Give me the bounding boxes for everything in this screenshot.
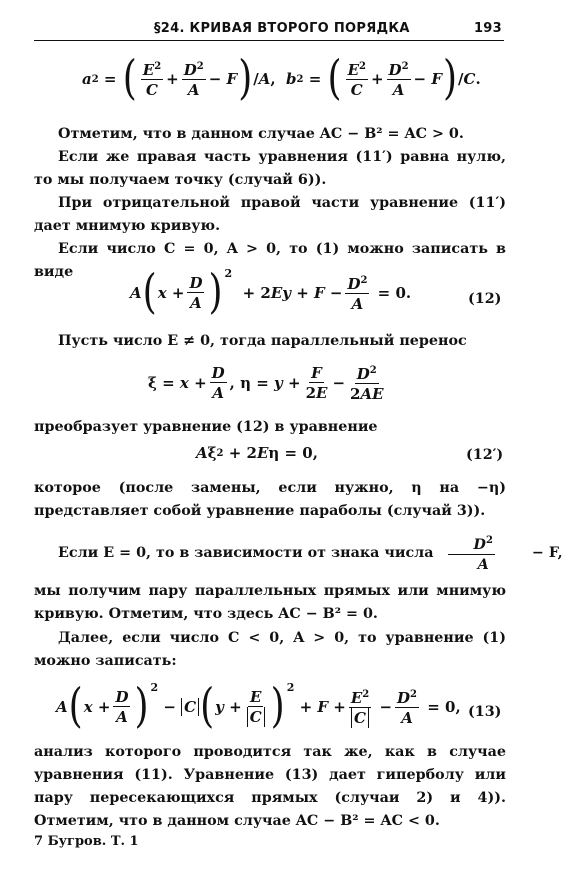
equation-number: (12) [468, 291, 502, 307]
equation-12: A ( x + $\frac{D}{A}$ ) 2 + 2 Ey + F − $\frac{D^2}{A}$ = 0. [130, 265, 412, 319]
paragraph: При отрицательной правой части уравнение (11′) дает мнимую кривую. [34, 195, 506, 234]
paragraph: анализ которого проводится так же, как в случае уравнения (11). Уравнение (13) дает гиперболу или пару пересекающихся прямых (случаи 2) и 4)). Отметим, что в данном случае AC − B² = AC < 0. [34, 744, 506, 829]
chapter-title: §24. КРИВАЯ ВТОРОГО ПОРЯДКА [154, 21, 410, 36]
equation-number: (12′) [466, 447, 504, 463]
paragraph: которое (после замены, если нужно, η на −η) представляет собой уравнение параболы (случай 3)). [34, 480, 506, 519]
paragraph: преобразует уравнение (12) в уравнение [34, 419, 378, 435]
paragraph: Отметим, что в данном случае AC − B² = AC > 0. [58, 126, 464, 142]
paragraph: Если же правая часть уравнения (11′) равна нулю, то мы получаем точку (случай 6)). [34, 149, 506, 188]
formula-a-b: a 2 = ( $\frac{E^2}{C}$ + $\frac{D^2}{A}$ − F ) / A , b 2 = ( $\frac{E^2}{C}$ + $\frac{D^2}{A}$ − F ) / C . [82, 51, 481, 105]
equation-12-prime: A ξ 2 + 2 E η = 0, [196, 444, 318, 462]
page-number: 193 [473, 21, 502, 36]
footer-signature: 7 Бугров. Т. 1 [34, 834, 139, 849]
paragraph-inline-fraction: Если E = 0, то в зависимости от знака числа $\frac{D^2}{A}$ − F, [34, 532, 506, 575]
equation-number: (13) [468, 704, 502, 720]
translation-formula: ξ = x + $\frac{D}{A}$ , η = y + $\frac{F}{2E}$ − $\frac{D^2}{2AE}$ [148, 363, 384, 403]
paragraph: мы получим пару параллельных прямых или мнимую кривую. Отметим, что здесь AC − B² = 0. [34, 583, 506, 622]
paragraph-text: Если E = 0, то в зависимости от знака числа [58, 544, 434, 561]
running-header [34, 18, 504, 41]
paragraph: Далее, если число C < 0, A > 0, то уравнение (1) можно записать: [34, 630, 506, 669]
equation-13: A ( x + $\frac{D}{A}$ ) 2 − C ( y + $\frac{E}{C}$ ) 2 + F + $\frac{E^2}{C}$ − $\frac{D^2}{A}$ = 0, [56, 679, 461, 733]
paragraph-text: − F, [531, 544, 563, 561]
paragraph: Если число C = 0, A > 0, то (1) можно записать в виде [34, 241, 506, 280]
paragraph: Пусть число E ≠ 0, тогда параллельный перенос [58, 333, 467, 349]
